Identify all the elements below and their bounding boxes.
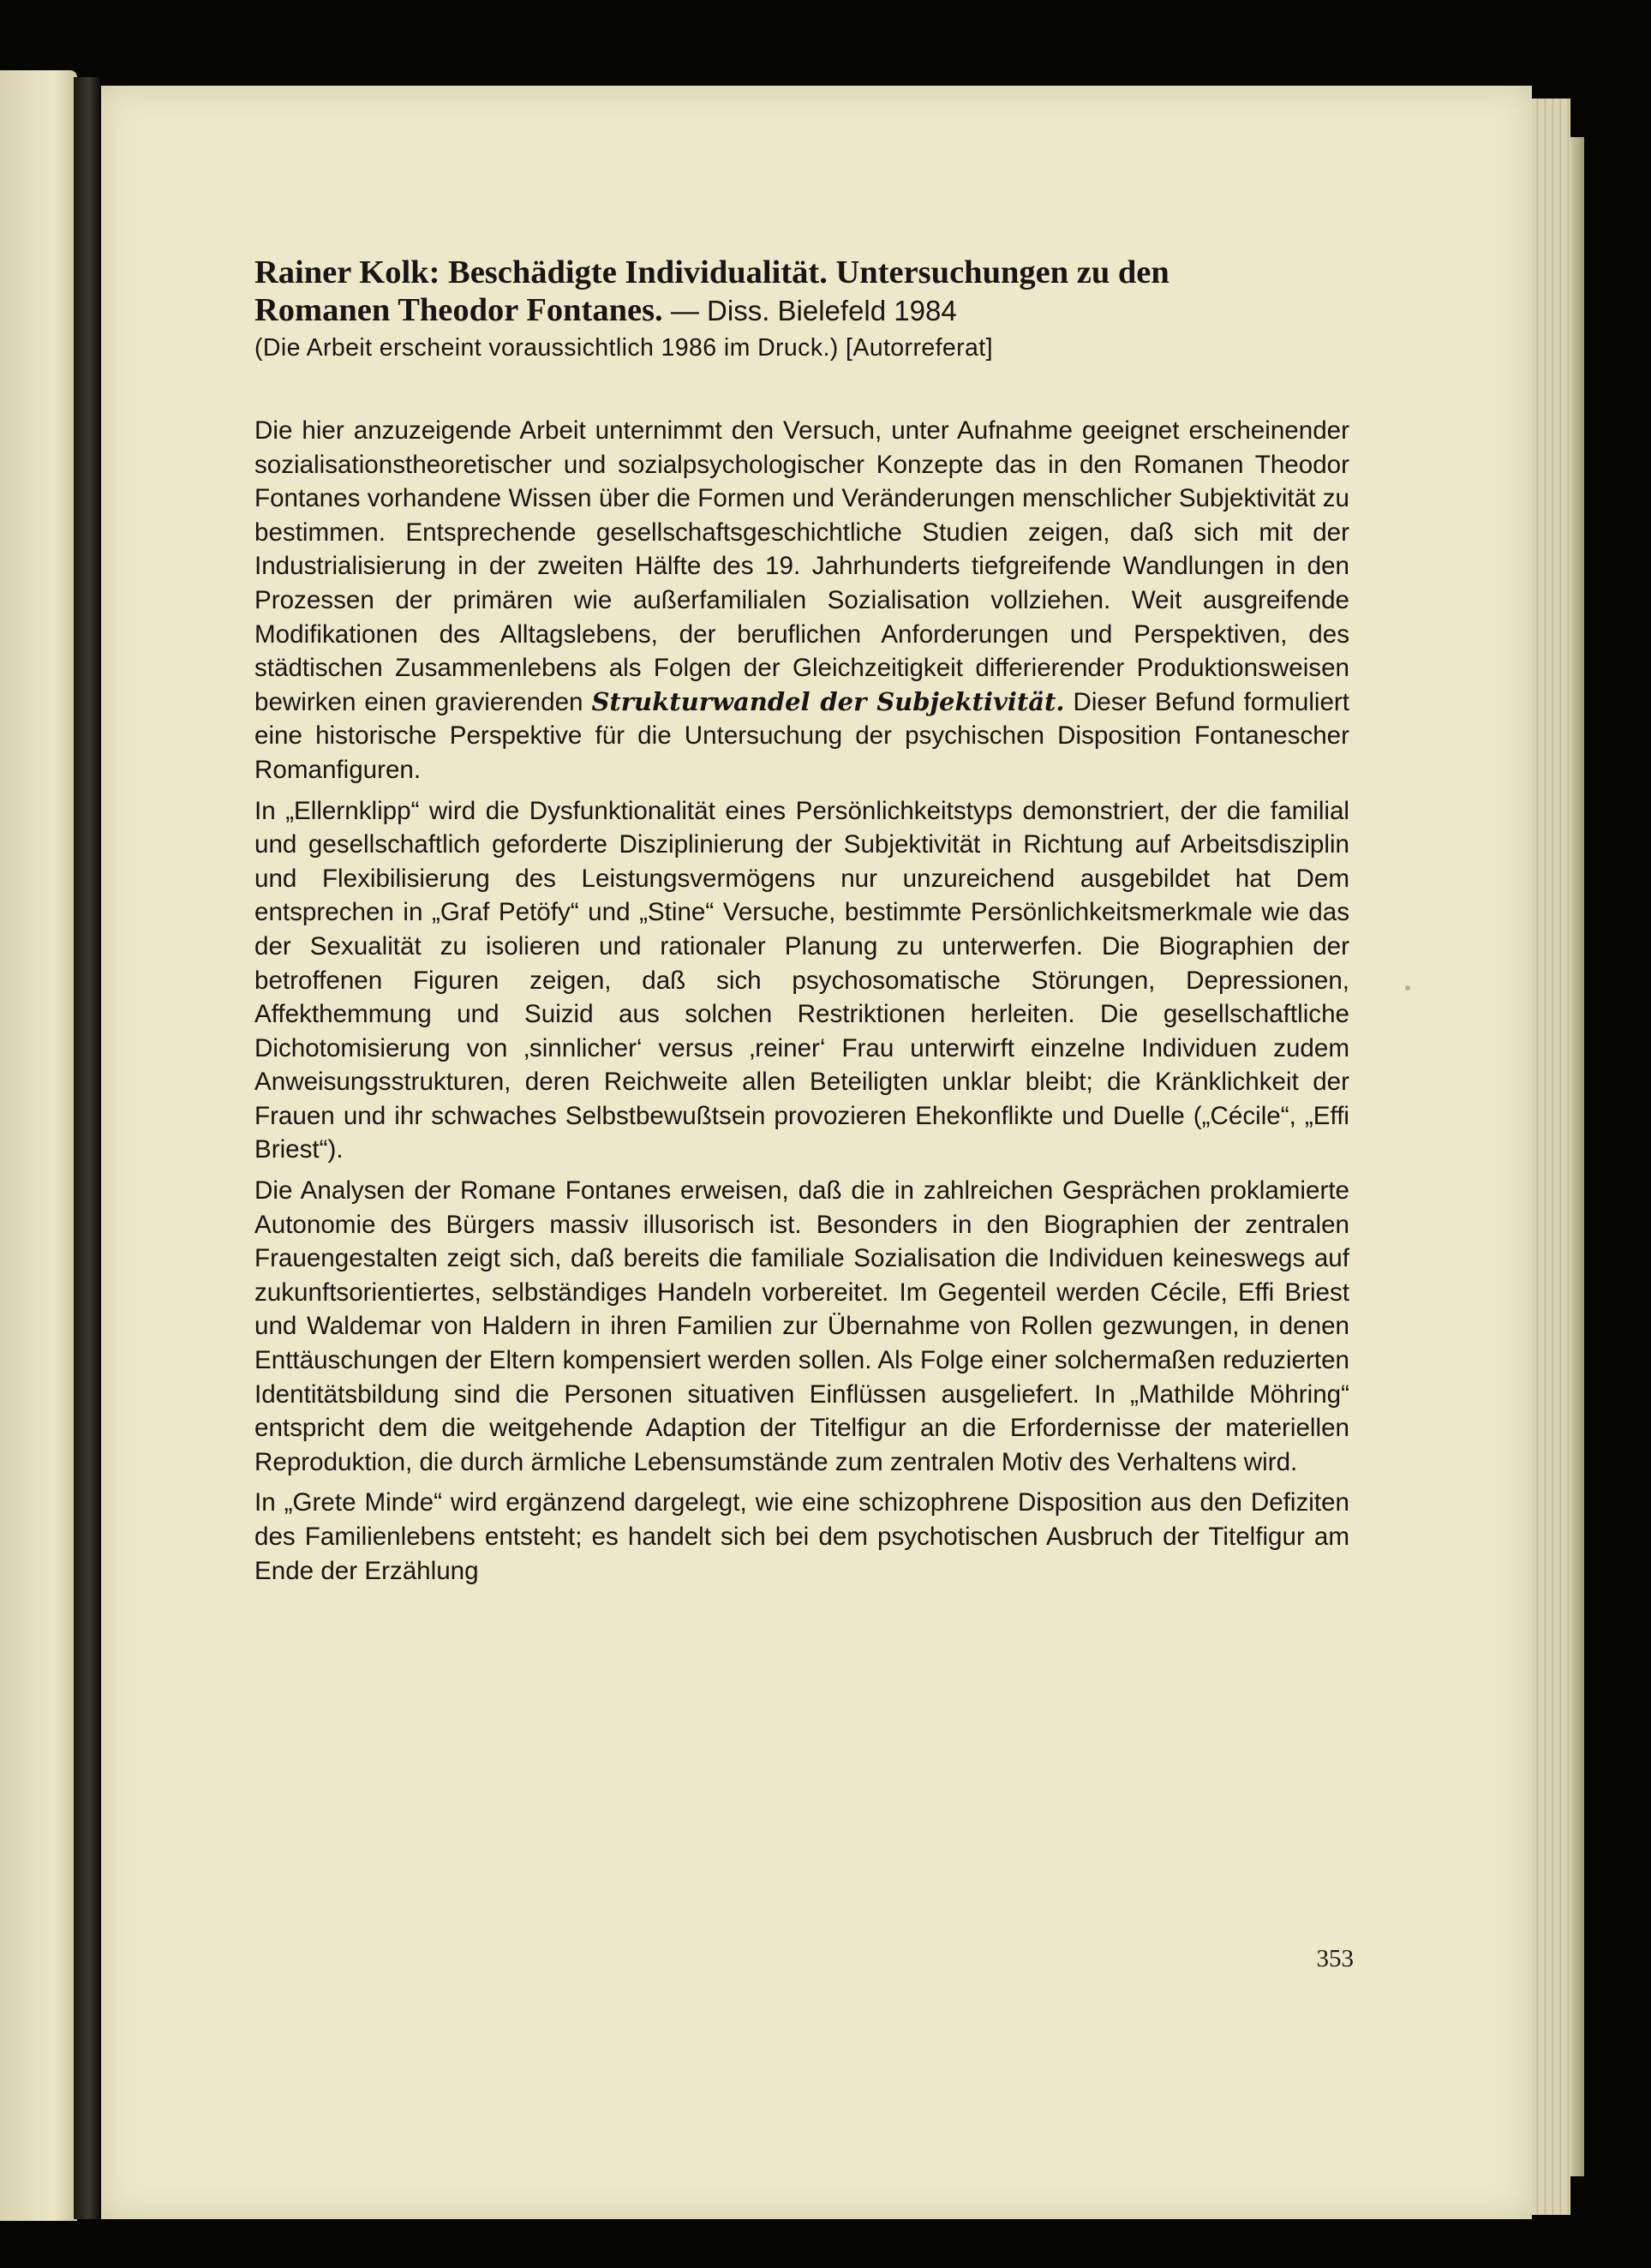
page-content: [254, 254, 1349, 1595]
paragraph-1-text-a: Die hier anzuzeigende Arbeit unternimmt den Versuch, unter Aufnahme geeignet erscheinender sozialisationstheoretischer und sozialpsychologischer Konzepte das in den Romanen Theodor Fontanes vorhandene Wissen über die Formen und Veränderungen menschlicher Subjektivität zu bestimmen. Entsprechende gesellschaftsgeschichtliche Studien zeigen, daß sich mit der Industrialisierung in der zweiten Hälfte des 19. Jahrhunderts tiefgreifende Wandlungen in den Prozessen der primären wie außerfamilialen Sozialisation vollziehen. Weit ausgreifende Modifikationen des Alltagslebens, der beruflichen Anforderungen und Perspektiven, des städtischen Zusammenlebens als Folgen der Gleichzeitigkeit differierender Produktionsweisen bewirken einen gravierenden: [254, 416, 1349, 716]
page-edges: [1532, 99, 1570, 2215]
paragraph-1-text-b: Dieser Befund formuliert eine historische Perspektive für die Untersuchung der psychischen Disposition Fontanescher Romanfiguren.: [254, 687, 1350, 784]
page-edges-shadow: [1570, 137, 1584, 2176]
title-line-2: Romanen Theodor Fontanes.: [254, 292, 663, 328]
book-gutter: [74, 77, 99, 2219]
paragraph-2: In „Ellernklipp“ wird die Dysfunktionalität eines Persönlichkeitstyps demonstriert, der die familial und gesellschaftlich geforderte Disziplinierung der Subjektivität in Richtung auf Arbeitsdisziplin und Flexibilisierung des Leistungsvermögens nur unzureichend ausgebildet hat Dem entsprechen in „Graf Petöfy“ und „Stine“ Versuche, bestimmte Persönlichkeitsmerkmale wie das der Sexualität zu isolieren und rationaler Planung zu unterwerfen. Die Biographien der betroffenen Figuren zeigen, daß sich psychosomatische Störungen, Depressionen, Affekthemmung und Suizid aus solchen Restriktionen herleiten. Die gesellschaftliche Dichotomisierung von ‚sinnlicher‘ versus ‚reiner‘ Frau unterwirft einzelne Individuen zudem Anweisungsstrukturen, deren Reichweite allen Beteiligten unklar bleibt; die Kränklichkeit der Frauen und ihr schwaches Selbstbewußtsein provozieren Ehekonflikte und Duelle („Cécile“, „Effi Briest“).: [254, 796, 1349, 1164]
title-line-1: Rainer Kolk: Beschädigte Individualität. Untersuchungen zu den: [254, 254, 1169, 290]
left-page-edge: [0, 70, 77, 2221]
dissertation-info: — Diss. Bielefeld 1984: [662, 295, 957, 326]
review-title: [254, 254, 1349, 330]
paragraph-1-emphasis: Strukturwandel der Subjektivität.: [591, 686, 1065, 716]
paragraph-3: Die Analysen der Romane Fontanes erweisen, daß die in zahlreichen Gesprächen proklamierte Autonomie des Bürgers massiv illusorisch ist. Besonders in den Biographien der zentralen Frauengestalten zeigt sich, daß bereits die familiale Sozialisation die Individuen keineswegs auf zukunftsorientiertes, selbständiges Handeln vorbereitet. Im Gegenteil werden Cécile, Effi Briest und Waldemar von Haldern in ihren Familien zur Übernahme von Rollen gezwungen, in denen Enttäuschungen der Eltern kompensiert werden sollen. Als Folge einer solchermaßen reduzierten Identitätsbildung sind die Personen situativen Einflüssen ausgeliefert. In „Mathilde Möhring“ entspricht dem die weitgehende Adaption der Titelfigur an die Erfordernisse der materiellen Reproduktion, die durch ärmliche Lebensumstände zum zentralen Motiv des Verhaltens wird.: [254, 1176, 1349, 1476]
paragraph-4: In „Grete Minde“ wird ergänzend dargelegt, wie eine schizophrene Disposition aus den Defiziten des Familienlebens entsteht; es handelt sich bei dem psychotischen Ausbruch der Titelfigur am Ende der Erzählung: [254, 1488, 1349, 1585]
publication-note: (Die Arbeit erscheint voraussichtlich 1986 im Druck.) [Autorreferat]: [254, 334, 993, 362]
body-text: [254, 414, 1349, 1588]
paragraph-1: [254, 414, 1349, 787]
page-number: 353: [1316, 1945, 1354, 1972]
paper-speck: [1405, 985, 1410, 990]
